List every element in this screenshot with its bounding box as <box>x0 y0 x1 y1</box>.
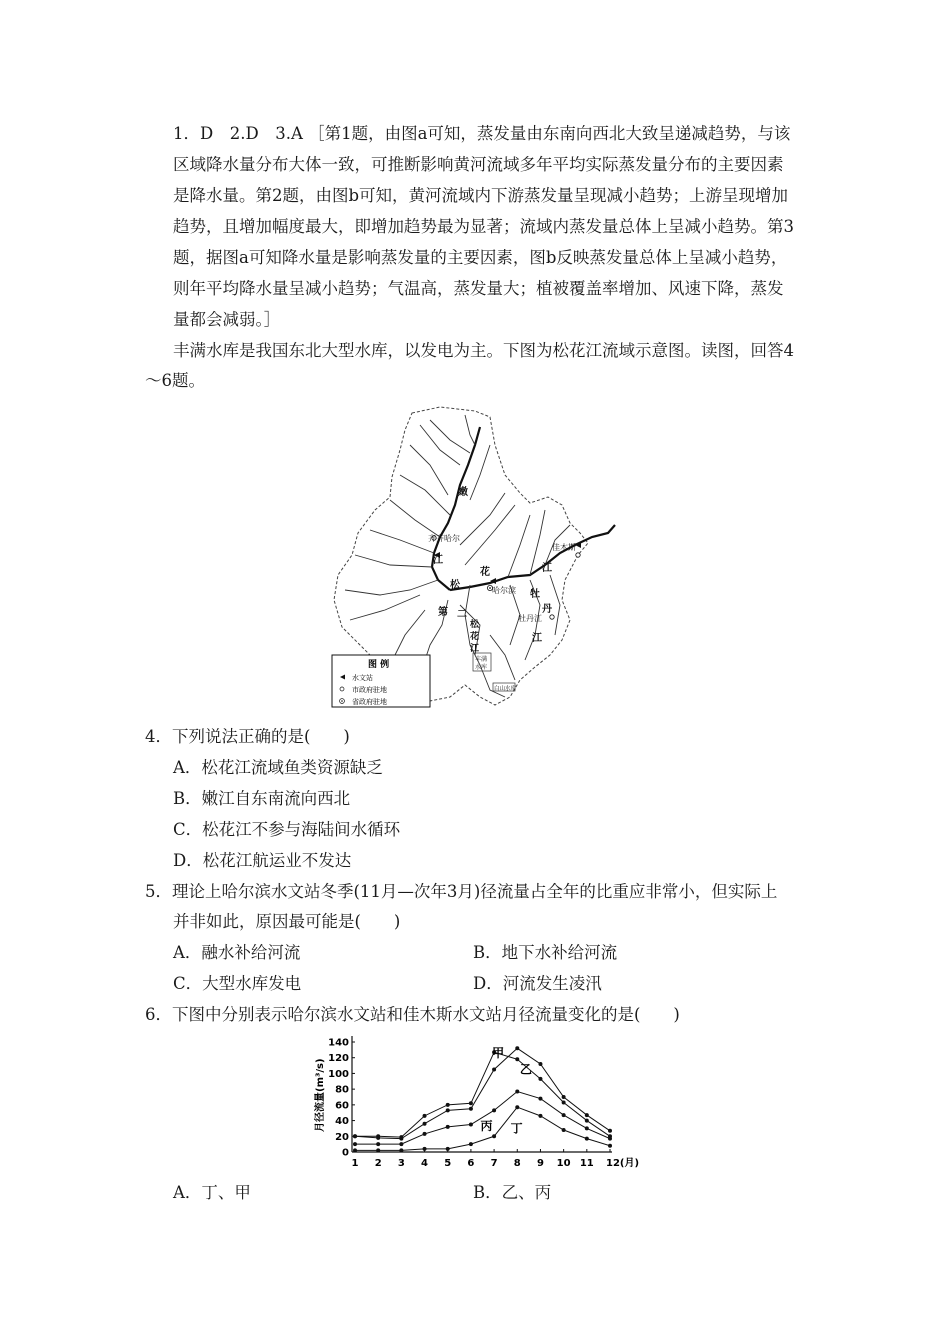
series-label: 乙 <box>519 1062 532 1077</box>
y-tick-label: 120 <box>328 1053 349 1065</box>
data-point <box>515 1057 519 1061</box>
x-tick-label: 12(月) <box>606 1158 640 1169</box>
data-point <box>515 1105 519 1109</box>
data-point <box>492 1108 496 1112</box>
data-point <box>585 1113 589 1117</box>
data-point <box>469 1107 473 1111</box>
legend-item: 市政府驻地 <box>352 686 387 694</box>
x-tick-label: 11 <box>579 1158 594 1169</box>
q6-stem: 6．下图中分别表示哈尔滨水文站和佳木斯水文站月径流量变化的是( ) <box>145 1005 680 1024</box>
data-point <box>446 1125 450 1129</box>
data-point <box>353 1148 357 1152</box>
label-mu: 牡 <box>530 589 540 600</box>
data-point <box>585 1137 589 1141</box>
x-tick-label: 5 <box>444 1158 452 1169</box>
data-point <box>515 1090 519 1094</box>
data-point <box>423 1132 427 1136</box>
chart-ylabel: 月径流量(m³/s) <box>315 1058 326 1132</box>
answer-line: 区域降水量分布大体一致，可推断影响黄河流域多年平均实际蒸发量分布的主要因素 <box>173 155 784 174</box>
legend-item: 省政府驻地 <box>352 698 387 706</box>
data-point <box>446 1103 450 1107</box>
q5-stem-line-2: 并非如此，原因最可能是( ) <box>173 912 401 931</box>
q6-option-a[interactable]: A．丁、甲 <box>173 1183 251 1202</box>
label-jiang1: 江 <box>433 555 443 566</box>
data-point <box>353 1134 357 1138</box>
q5-stem-line-1: 5．理论上哈尔滨水文站冬季(11月—次年3月)径流量占全年的比重应非常小，但实际上 <box>145 882 778 901</box>
legend-item: 水文站 <box>352 674 373 682</box>
intro-line-2: ～6题。 <box>145 371 205 390</box>
y-tick-label: 100 <box>328 1068 349 1080</box>
answer-line: 题，据图a可知降水量是影响蒸发量的主要因素，图b反映蒸发量总体上呈减小趋势， <box>173 248 788 267</box>
city-marker <box>576 553 580 557</box>
label-jiang2: 江 <box>542 563 552 574</box>
answer-line: 1．D 2.D 3.A ［第1题，由图a可知，蒸发量由东南向西北大致呈递减趋势，与该 <box>173 124 791 143</box>
answer-line: 则年平均降水量呈减小趋势；气温高，蒸发量大；植被覆盖率增加、风速下降，蒸发 <box>173 279 784 298</box>
x-tick-label: 8 <box>513 1158 521 1169</box>
label-s2-hua: 花 <box>470 632 480 642</box>
x-tick-label: 1 <box>351 1158 359 1169</box>
data-point <box>399 1148 403 1152</box>
label-di: 第 <box>438 607 448 618</box>
data-point <box>608 1137 612 1141</box>
capital-marker-dot <box>489 587 491 589</box>
series-label: 甲 <box>492 1046 505 1060</box>
data-point <box>585 1126 589 1130</box>
label-harbin: 哈尔滨 <box>492 586 516 595</box>
series-label: 丙 <box>480 1119 493 1134</box>
data-point <box>376 1136 380 1140</box>
data-point <box>469 1101 473 1105</box>
q4-option-d[interactable]: D．松花江航运业不发达 <box>173 851 352 870</box>
x-tick-label: 10 <box>556 1158 571 1169</box>
q5-option-c[interactable]: C．大型水库发电 <box>173 974 302 993</box>
y-tick-label: 80 <box>335 1084 349 1096</box>
runoff-chart <box>310 1030 650 1180</box>
series-line <box>355 1092 610 1145</box>
answer-line: 是降水量。第2题，由图b可知，黄河流域内下游蒸发量呈现减小趋势；上游呈现增加 <box>173 186 789 205</box>
data-point <box>399 1142 403 1146</box>
series-label: 丁 <box>510 1121 523 1136</box>
data-point <box>446 1147 450 1151</box>
q4-option-a[interactable]: A．松花江流域鱼类资源缺乏 <box>173 758 383 777</box>
data-point <box>538 1114 542 1118</box>
y-tick-label: 140 <box>328 1037 349 1049</box>
x-tick-label: 6 <box>467 1158 475 1169</box>
label-jiang3: 江 <box>532 633 542 644</box>
q6-option-b[interactable]: B．乙、丙 <box>473 1183 552 1202</box>
data-point <box>608 1144 612 1148</box>
answer-line: 量都会减弱。］ <box>173 310 281 329</box>
q4-option-b[interactable]: B．嫩江自东南流向西北 <box>173 789 351 808</box>
data-point <box>492 1068 496 1072</box>
city-marker <box>550 615 554 619</box>
data-point <box>376 1148 380 1152</box>
label-shuiku: 水库 <box>475 664 488 671</box>
y-tick-label: 60 <box>335 1100 349 1112</box>
label-hua: 花 <box>480 567 490 578</box>
data-point <box>376 1142 380 1146</box>
label-nen: 嫩 <box>458 487 468 498</box>
label-song: 松 <box>450 580 460 591</box>
data-point <box>538 1097 542 1101</box>
x-tick-label: 3 <box>397 1158 405 1169</box>
y-tick-label: 20 <box>335 1131 349 1143</box>
q4-option-c[interactable]: C．松花江不参与海陆间水循环 <box>173 820 401 839</box>
data-point <box>399 1137 403 1141</box>
x-tick-label: 2 <box>374 1158 382 1169</box>
data-point <box>446 1108 450 1112</box>
y-tick-label: 0 <box>342 1147 349 1159</box>
q4-stem: 4．下列说法正确的是( ) <box>145 727 350 746</box>
legend-title: 图 例 <box>368 660 390 670</box>
x-tick-label: 9 <box>536 1158 544 1169</box>
songhua-river <box>450 525 615 590</box>
map-legend <box>332 655 430 707</box>
legend-city-icon <box>340 687 344 691</box>
x-tick-label: 4 <box>421 1158 429 1169</box>
data-point <box>423 1147 427 1151</box>
data-point <box>562 1128 566 1132</box>
data-point <box>562 1101 566 1105</box>
q5-option-b[interactable]: B．地下水补给河流 <box>473 943 618 962</box>
data-point <box>562 1113 566 1117</box>
data-point <box>585 1119 589 1123</box>
label-baishan: 白山水库 <box>494 686 517 692</box>
label-fengman: 丰满 <box>475 656 488 663</box>
label-mudanjiang: 牡丹江 <box>518 614 542 623</box>
data-point <box>492 1134 496 1138</box>
label-jiamusi: 佳木斯 <box>552 543 576 552</box>
songhua-basin-map <box>330 405 620 710</box>
y-tick-label: 40 <box>335 1116 349 1128</box>
intro-line-1: 丰满水库是我国东北大型水库，以发电为主。下图为松花江流域示意图。读图，回答4 <box>173 341 794 360</box>
answer-line: 趋势，且增加幅度最大，即增加趋势最为显著；流域内蒸发量总体上呈减小趋势。第3 <box>173 217 794 236</box>
label-dan: 丹 <box>542 604 552 615</box>
data-point <box>515 1046 519 1050</box>
q5-option-a[interactable]: A．融水补给河流 <box>173 943 301 962</box>
label-s2-song: 松 <box>470 620 480 630</box>
data-point <box>469 1142 473 1146</box>
q5-option-d[interactable]: D．河流发生凌汛 <box>473 974 602 993</box>
label-s2-jiang: 江 <box>470 644 480 654</box>
data-point <box>353 1142 357 1146</box>
data-point <box>538 1062 542 1066</box>
data-point <box>608 1129 612 1133</box>
data-point <box>469 1123 473 1127</box>
data-point <box>562 1095 566 1099</box>
data-point <box>423 1114 427 1118</box>
x-tick-label: 7 <box>490 1158 498 1169</box>
label-qiqihar: 齐齐哈尔 <box>428 534 460 543</box>
data-point <box>538 1077 542 1081</box>
data-point <box>423 1122 427 1126</box>
label-er: 二 <box>457 609 467 620</box>
